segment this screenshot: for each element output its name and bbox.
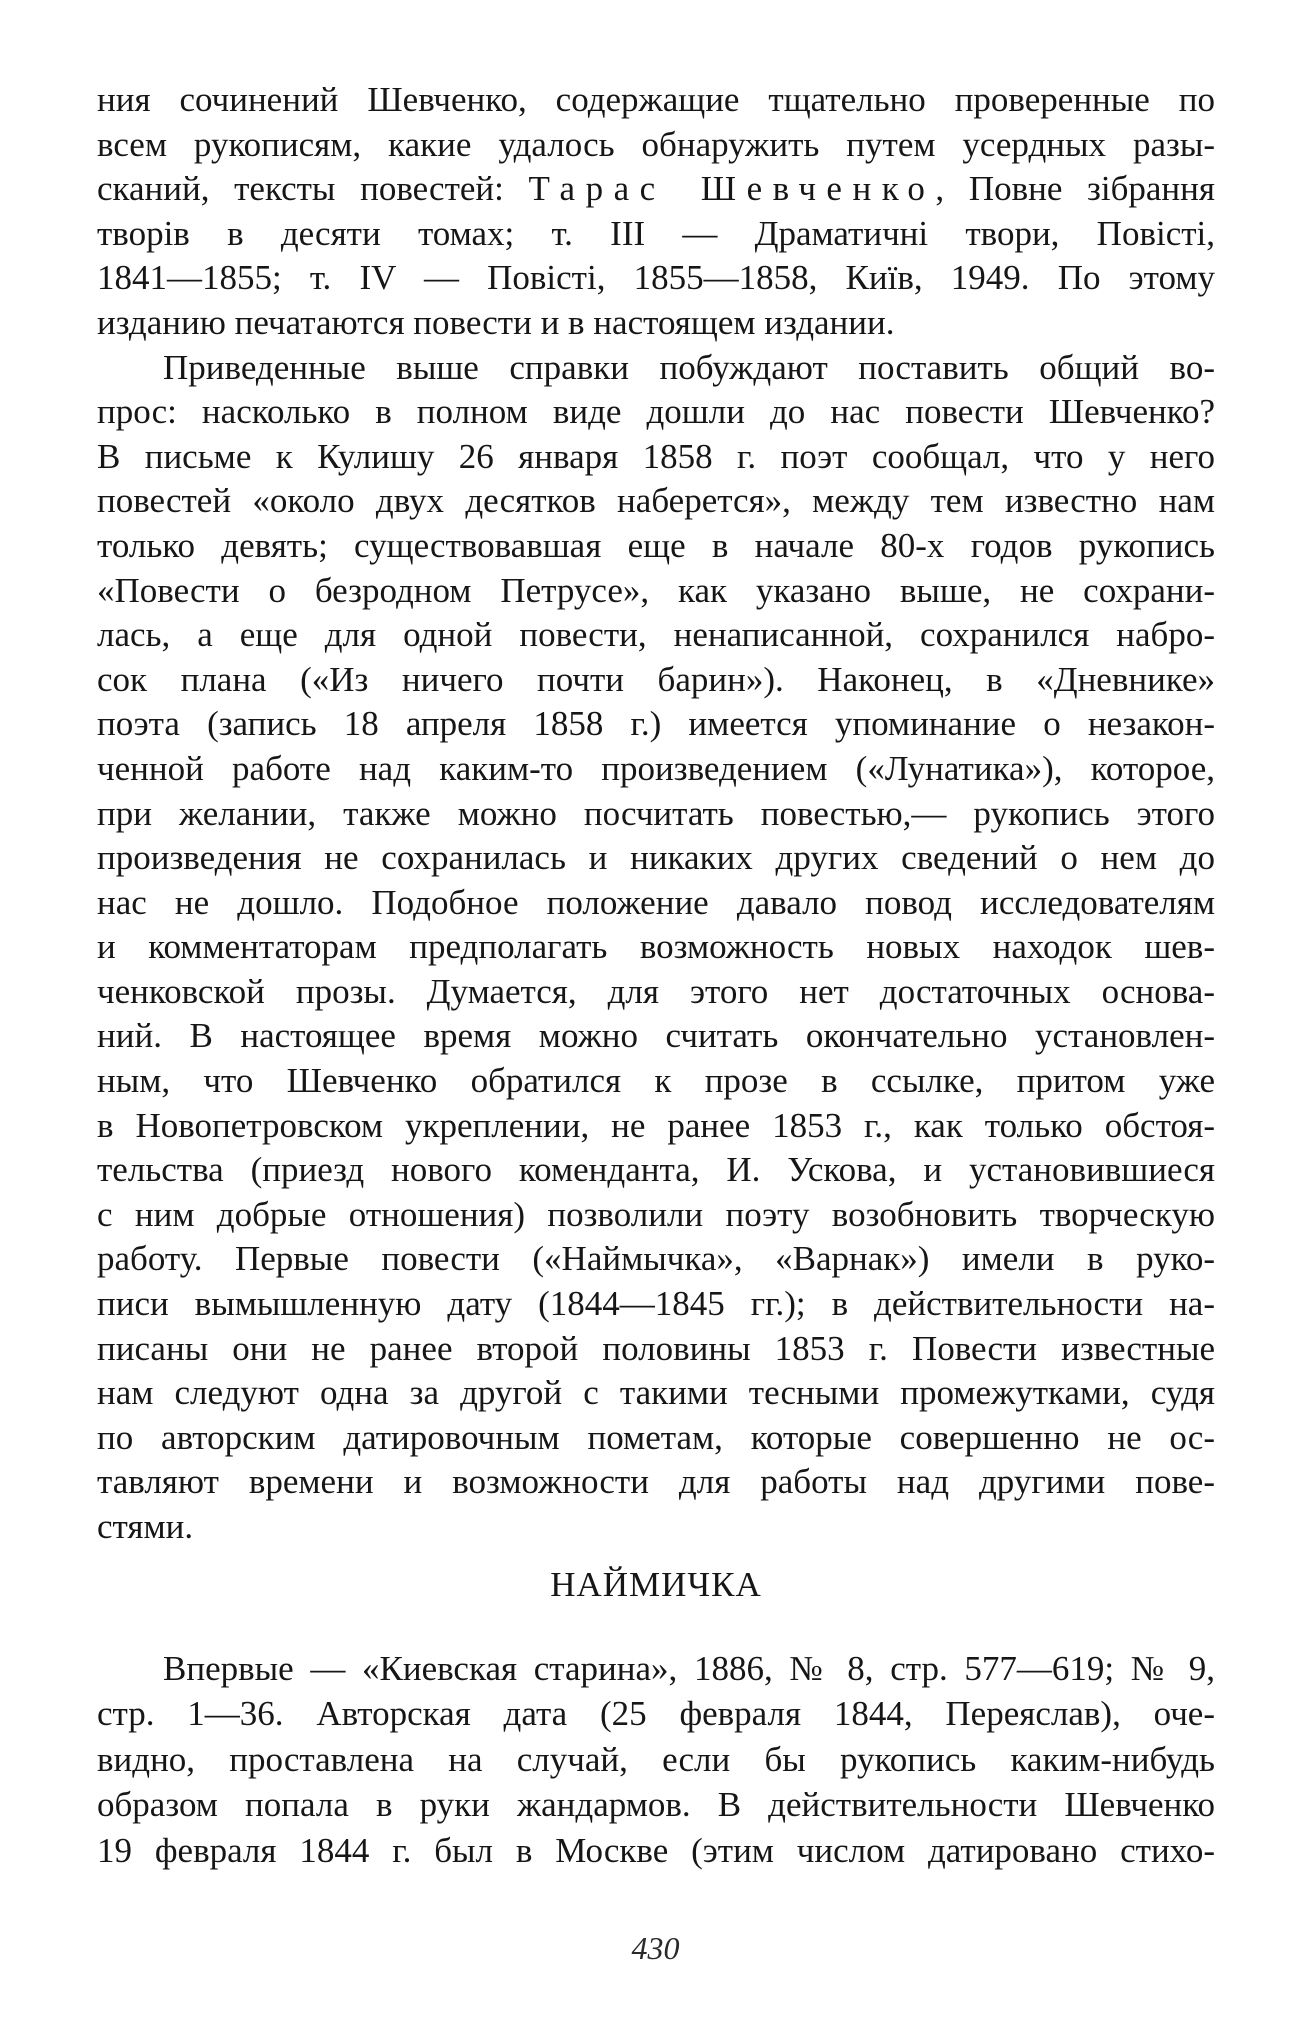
text-line: работу. Первые повести («Наймычка», «Варнак») имели в руко-	[97, 1239, 1215, 1279]
paragraph-3	[97, 1646, 1215, 1873]
text-line: по авторским датировочным пометам, которые совершенно не ос-	[97, 1417, 1215, 1457]
text-line: творів в десяти томах; т. III — Драматичні твори, Повісті,	[97, 213, 1215, 253]
author-name-spaced: Тарас Шевченко	[528, 169, 936, 209]
text-line: 19 февраля 1844 г. был в Москве (этим числом датировано стихо-	[97, 1830, 1215, 1870]
text-segment: , Повне зібрання	[935, 169, 1215, 209]
text-line: Приведенные выше справки побуждают поставить общий во-	[163, 347, 1215, 387]
text-line: стр. 1—36. Авторская дата (25 февраля 1844, Переяслав), оче-	[97, 1694, 1215, 1734]
text-line: «Повести о безродном Петрусе», как указано выше, не сохрани-	[97, 570, 1215, 610]
text-line: писи вымышленную дату (1844—1845 гг.); в действительности на-	[97, 1284, 1215, 1324]
text-line: В письме к Кулишу 26 января 1858 г. поэт сообщал, что у него	[97, 436, 1215, 476]
text-line: видно, проставлена на случай, если бы рукопись каким-нибудь	[97, 1739, 1215, 1779]
text-segment: сканий, тексты повестей:	[97, 169, 529, 209]
paragraph-1	[97, 78, 1215, 346]
page-number: 430	[631, 1930, 680, 1966]
text-line: прос: насколько в полном виде дошли до нас повести Шевченко?	[97, 392, 1215, 432]
text-line: ния сочинений Шевченко, содержащие тщательно проверенные по	[97, 80, 1215, 119]
text-line: нам следуют одна за другой с такими тесными промежутками, судя	[97, 1373, 1215, 1413]
text-line: ченковской прозы. Думается, для этого нет достаточных основа-	[97, 971, 1215, 1011]
text-line: ченной работе над каким-то произведением («Лунатика»), которое,	[97, 748, 1215, 788]
text-line: 1841—1855; т. IV — Повісті, 1855—1858, Київ, 1949. По этому	[97, 258, 1215, 298]
section-heading: НАЙМИЧКА	[550, 1565, 762, 1604]
text-line: поэта (запись 18 апреля 1858 г.) имеется упоминание о незакон-	[97, 704, 1215, 744]
text-line: с ним добрые отношения) позволили поэту возобновить творческую	[97, 1194, 1215, 1234]
text-line: в Новопетровском укреплении, не ранее 1853 г., как только обстоя-	[97, 1105, 1215, 1145]
text-line: образом попала в руки жандармов. В действительности Шевченко	[97, 1785, 1215, 1825]
text-line: только девять; существовавшая еще в начале 80-х годов рукопись	[97, 525, 1215, 565]
text-line: нас не дошло. Подобное положение давало повод исследователям	[97, 882, 1215, 922]
text-line: тавляют времени и возможности для работы над другими пове-	[97, 1462, 1215, 1502]
text-line: ний. В настоящее время можно считать окончательно установлен-	[97, 1016, 1215, 1056]
text-line: всем рукописям, какие удалось обнаружить путем усердных разы-	[97, 124, 1215, 164]
text-line: повестей «около двух десятков наберется», между тем известно нам	[97, 481, 1215, 521]
text-line-with-spaced-name	[97, 167, 1215, 212]
text-line: Впервые — «Киевская старина», 1886, № 8, стр. 577—619; № 9,	[163, 1649, 1215, 1688]
text-line: сок плана («Из ничего почти барин»). Наконец, в «Дневнике»	[97, 659, 1215, 699]
text-line: произведения не сохранилась и никаких других сведений о нем до	[97, 838, 1215, 878]
text-line: тельства (приезд нового коменданта, И. Ускова, и установившиеся	[97, 1150, 1215, 1190]
text-line: изданию печатаются повести и в настоящем издании.	[97, 302, 895, 342]
page-body	[97, 78, 1215, 1870]
text-line: ным, что Шевченко обратился к прозе в ссылке, притом уже	[97, 1061, 1215, 1101]
paragraph-2	[97, 346, 1215, 1550]
text-line: писаны они не ранее второй половины 1853 г. Повести известные	[97, 1328, 1215, 1368]
text-line: лась, а еще для одной повести, ненаписанной, сохранился набро-	[97, 615, 1215, 655]
text-line: при желании, также можно посчитать повестью,— рукопись этого	[97, 793, 1215, 833]
text-line: стями.	[97, 1507, 194, 1546]
text-line: и комментаторам предполагать возможность новых находок шев-	[97, 927, 1215, 967]
